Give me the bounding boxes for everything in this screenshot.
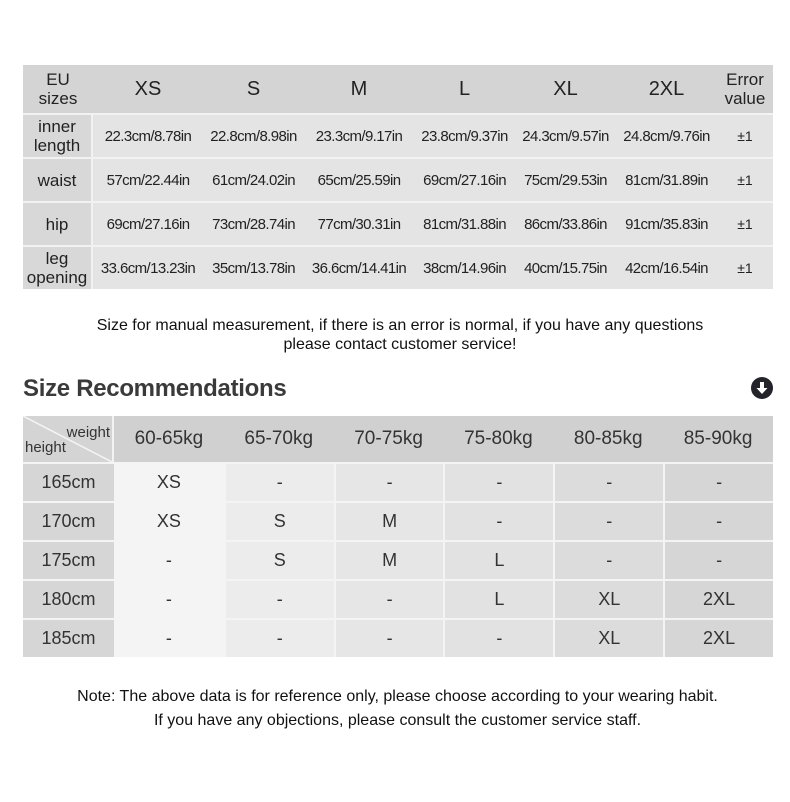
weight-header: 80-85kg [553,416,663,462]
size-cell: 33.6cm/13.23in [93,245,203,289]
size-cell: 91cm/35.83in [616,201,717,245]
rec-cell: M [334,501,444,540]
size-cell: 35cm/13.78in [203,245,304,289]
rec-cell: - [114,579,224,618]
measurement-note-line2: please contact customer service! [283,336,517,353]
size-recommendations-title: Size Recommendations [23,375,287,402]
size-chart-header-row [23,65,773,113]
row-label-line2: opening [26,268,88,287]
size-cell: 22.3cm/8.78in [93,113,203,157]
rec-header-row [23,416,773,462]
size-cell: 77cm/30.31in [304,201,414,245]
error-header-line1: Error [726,70,764,89]
weight-header: 65-70kg [224,416,334,462]
rec-cell: - [663,501,773,540]
rec-cell: - [443,618,553,657]
size-row-hip [23,201,773,245]
error-cell: ±1 [717,245,773,289]
footer-note-line2: If you have any objections, please consult the customer service staff. [153,712,642,729]
row-label [23,157,93,201]
rec-row-165cm [23,462,773,501]
size-cell: 23.3cm/9.17in [304,113,414,157]
size-header-l: L [414,65,515,113]
height-label-cell: 175cm [23,540,114,579]
rec-cell: - [114,540,224,579]
size-cell: 24.8cm/9.76in [616,113,717,157]
eu-sizes-label-line2: sizes [38,89,78,108]
rec-cell: - [553,540,663,579]
rec-cell: M [334,540,444,579]
eu-sizes-header [23,65,93,113]
row-label-line2: length [33,136,81,155]
row-label-line1: inner [38,117,76,136]
rec-cell: 2XL [663,579,773,618]
size-cell: 42cm/16.54in [616,245,717,289]
rec-cell: - [224,462,334,501]
row-label [23,245,93,289]
rec-cell: - [553,501,663,540]
arrow-down-circle-icon[interactable] [751,377,773,399]
weight-header: 70-75kg [334,416,444,462]
size-cell: 22.8cm/8.98in [203,113,304,157]
rec-cell: - [553,462,663,501]
rec-row-185cm [23,618,773,657]
rec-cell: 2XL [663,618,773,657]
size-cell: 36.6cm/14.41in [304,245,414,289]
size-cell: 73cm/28.74in [203,201,304,245]
height-label-cell: 170cm [23,501,114,540]
height-label: height [25,439,66,456]
rec-cell: - [114,618,224,657]
rec-cell: XL [553,579,663,618]
rec-row-180cm [23,579,773,618]
height-label-cell: 165cm [23,462,114,501]
size-row-waist [23,157,773,201]
weight-header: 60-65kg [114,416,224,462]
size-cell: 61cm/24.02in [203,157,304,201]
rec-cell: - [224,579,334,618]
row-label-line1: hip [45,214,69,234]
size-cell: 23.8cm/9.37in [414,113,515,157]
rec-cell: L [443,579,553,618]
rec-cell: - [663,540,773,579]
row-label [23,201,93,245]
size-header-xs: XS [93,65,203,113]
weight-header: 85-90kg [663,416,773,462]
size-cell: 81cm/31.89in [616,157,717,201]
weight-height-corner [23,416,114,462]
measurement-note [0,316,790,354]
size-cell: 69cm/27.16in [93,201,203,245]
size-cell: 69cm/27.16in [414,157,515,201]
eu-sizes-label-line1: EU [46,70,70,89]
rec-cell: XS [114,501,224,540]
weight-label: weight [66,424,110,441]
error-header-line2: value [724,89,766,108]
row-label-line1: leg [45,249,69,268]
rec-row-175cm [23,540,773,579]
row-label [23,113,93,157]
rec-cell: - [334,618,444,657]
rec-cell: - [663,462,773,501]
rec-cell: L [443,540,553,579]
size-cell: 86cm/33.86in [515,201,616,245]
weight-header: 75-80kg [443,416,553,462]
size-cell: 38cm/14.96in [414,245,515,289]
size-recommendation-table [23,416,773,657]
footer-note [0,685,790,733]
rec-cell: - [443,501,553,540]
size-header-s: S [203,65,304,113]
height-label-cell: 180cm [23,579,114,618]
row-label-line1: waist [37,170,77,190]
measurement-note-line1: Size for manual measurement, if there is an error is normal, if you have any questions [96,317,704,334]
size-cell: 24.3cm/9.57in [515,113,616,157]
size-row-inner-length [23,113,773,157]
size-cell: 65cm/25.59in [304,157,414,201]
size-header-2xl: 2XL [616,65,717,113]
footer-note-line1: Note: The above data is for reference only, please choose according to your wearing habit. [77,688,718,705]
error-cell: ±1 [717,113,773,157]
error-cell: ±1 [717,201,773,245]
rec-cell: - [443,462,553,501]
height-label-cell: 185cm [23,618,114,657]
error-value-header [717,65,773,113]
rec-cell: XS [114,462,224,501]
size-row-leg-opening [23,245,773,289]
rec-cell: XL [553,618,663,657]
rec-cell: - [334,462,444,501]
rec-cell: S [224,540,334,579]
size-cell: 81cm/31.88in [414,201,515,245]
rec-cell: S [224,501,334,540]
size-chart-table [23,65,773,289]
rec-cell: - [224,618,334,657]
size-header-m: M [304,65,414,113]
size-cell: 40cm/15.75in [515,245,616,289]
error-cell: ±1 [717,157,773,201]
size-header-xl: XL [515,65,616,113]
rec-row-170cm [23,501,773,540]
rec-cell: - [334,579,444,618]
size-cell: 75cm/29.53in [515,157,616,201]
size-cell: 57cm/22.44in [93,157,203,201]
